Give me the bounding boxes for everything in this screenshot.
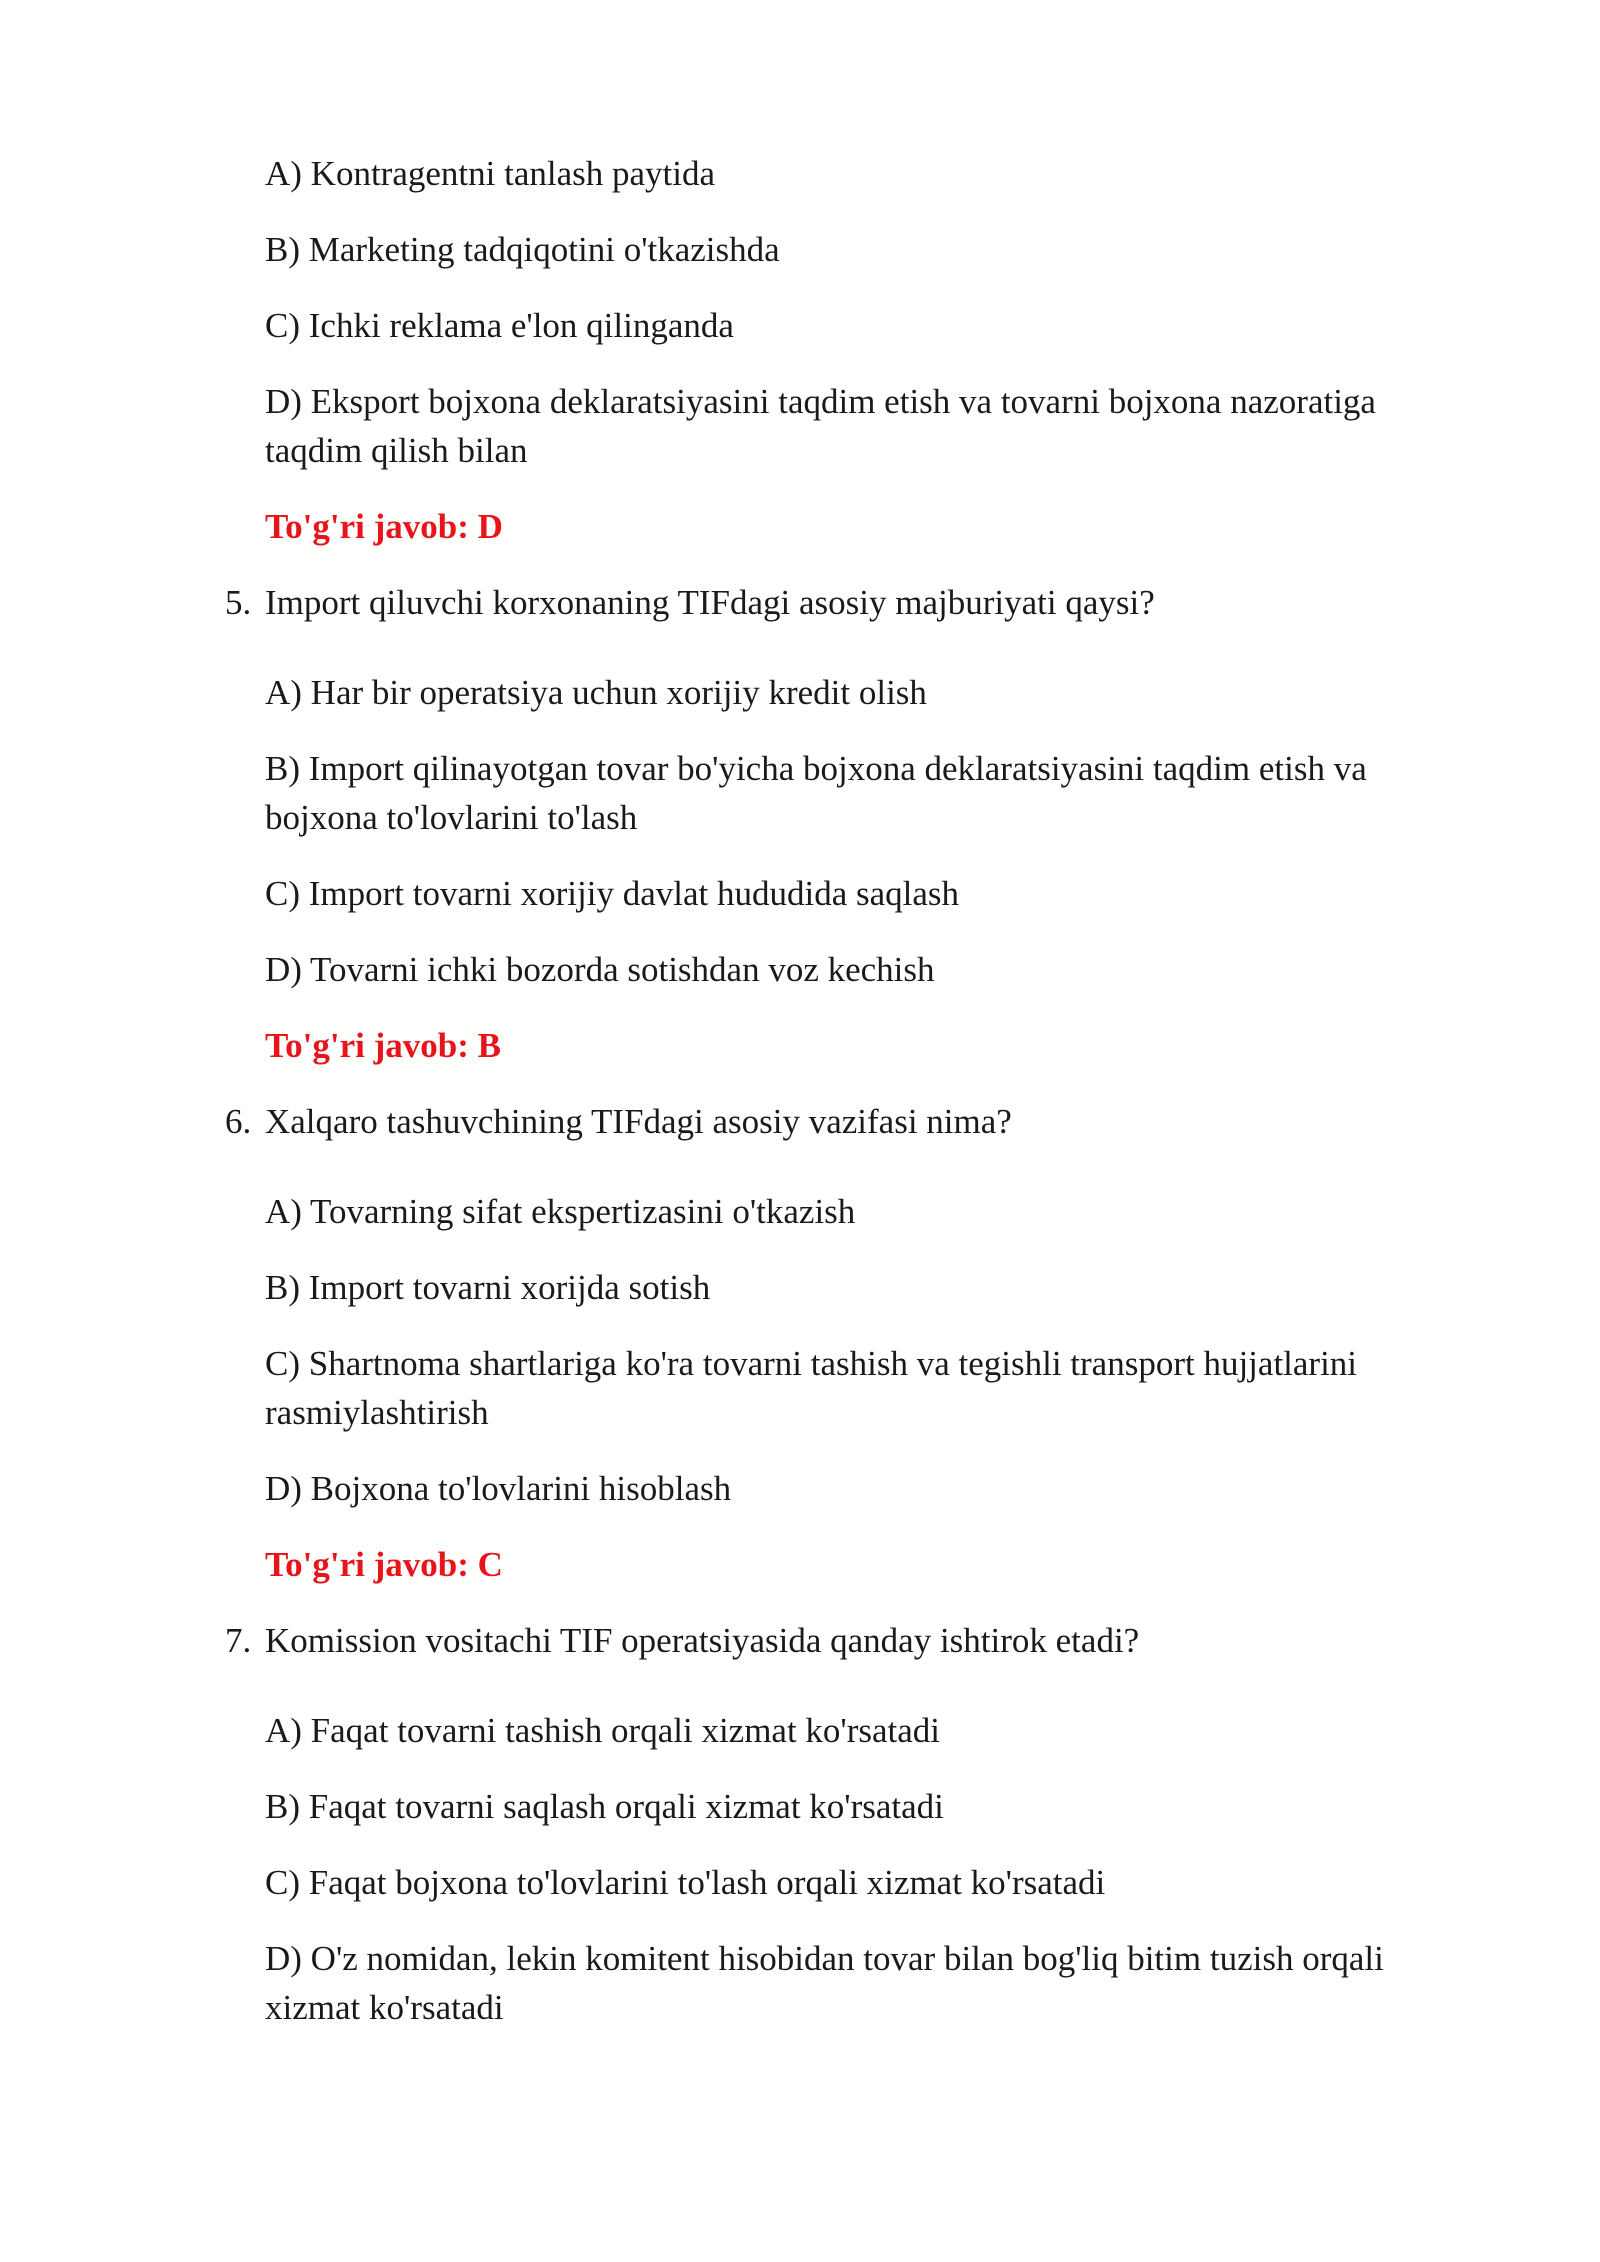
correct-answer: To'g'ri javob: C [265, 1545, 503, 1584]
question-number: 6. [225, 1102, 252, 1141]
option-b-continued: bojxona to'lovlarini to'lash [265, 798, 638, 837]
option-d-continued: taqdim qilish bilan [265, 431, 528, 470]
question-text: Import qiluvchi korxonaning TIFdagi asosiy majburiyati qaysi? [265, 583, 1155, 622]
option-d: D) O'z nomidan, lekin komitent hisobidan tovar bilan bog'liq bitim tuzish orqali [265, 1939, 1384, 1978]
question-6 [225, 1097, 1012, 1146]
question-number: 7. [225, 1621, 252, 1660]
option-c-continued: rasmiylashtirish [265, 1393, 489, 1432]
option-d: D) Eksport bojxona deklaratsiyasini taqdim etish va tovarni bojxona nazoratiga [265, 382, 1376, 421]
option-c: C) Faqat bojxona to'lovlarini to'lash orqali xizmat ko'rsatadi [265, 1863, 1106, 1902]
option-c: C) Import tovarni xorijiy davlat hududida saqlash [265, 874, 960, 913]
question-number: 5. [225, 583, 252, 622]
option-a: A) Tovarning sifat ekspertizasini o'tkazish [265, 1192, 856, 1231]
question-text: Komission vositachi TIF operatsiyasida qanday ishtirok etadi? [265, 1621, 1140, 1660]
option-d: D) Tovarni ichki bozorda sotishdan voz kechish [265, 950, 935, 989]
option-d-continued: xizmat ko'rsatadi [265, 1988, 504, 2027]
option-c: C) Shartnoma shartlariga ko'ra tovarni tashish va tegishli transport hujjatlarini [265, 1344, 1358, 1383]
option-a: A) Har bir operatsiya uchun xorijiy kredit olish [265, 673, 927, 712]
option-b: B) Marketing tadqiqotini o'tkazishda [265, 230, 780, 269]
option-d: D) Bojxona to'lovlarini hisoblash [265, 1469, 732, 1508]
question-5 [225, 578, 1155, 627]
option-b: B) Import qilinayotgan tovar bo'yicha bojxona deklaratsiyasini taqdim etish va [265, 749, 1367, 788]
option-a: A) Faqat tovarni tashish orqali xizmat ko'rsatadi [265, 1711, 941, 1750]
question-7 [225, 1616, 1139, 1665]
correct-answer: To'g'ri javob: B [265, 1026, 501, 1065]
question-text: Xalqaro tashuvchining TIFdagi asosiy vazifasi nima? [265, 1102, 1012, 1141]
option-c: C) Ichki reklama e'lon qilinganda [265, 306, 734, 345]
correct-answer: To'g'ri javob: D [265, 507, 503, 546]
option-b: B) Import tovarni xorijda sotish [265, 1268, 711, 1307]
option-b: B) Faqat tovarni saqlash orqali xizmat ko'rsatadi [265, 1787, 944, 1826]
option-a: A) Kontragentni tanlash paytida [265, 154, 716, 193]
